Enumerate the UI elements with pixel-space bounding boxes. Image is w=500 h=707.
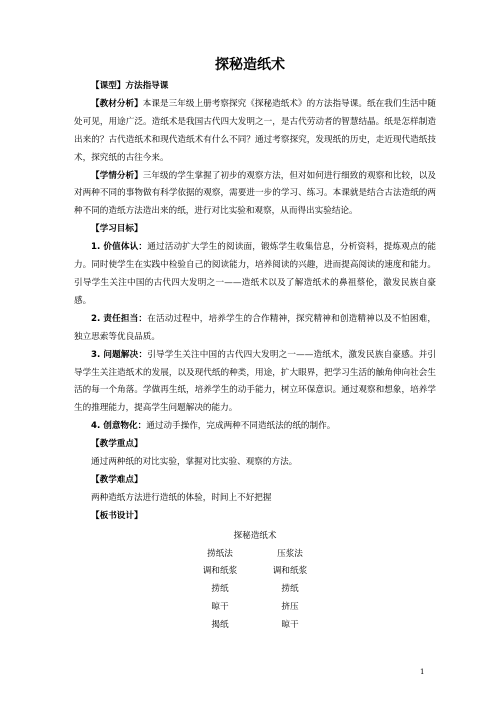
board-label: 【板书设计】	[91, 510, 143, 521]
board-cell-left: 晾干	[211, 602, 229, 613]
board-row	[74, 581, 436, 599]
goal-1	[74, 239, 436, 311]
goal-2	[74, 311, 436, 347]
board-heading	[74, 508, 436, 526]
key-heading	[74, 436, 436, 454]
lesson-type-value: 方法指导课	[125, 81, 169, 91]
board-cell-left: 调和纸浆	[202, 566, 238, 577]
board-row	[74, 563, 436, 581]
difficulty-text: 两种造纸方法进行造纸的体验，时间上不好把握	[91, 492, 272, 503]
board-row	[74, 617, 436, 635]
page-number: 1	[420, 668, 425, 676]
board-cell-right: 晾干	[281, 620, 299, 631]
goal-2-text: 在活动过程中，培养学生的合作精神，探究精神和创造精神以及不怕困难，独立思索等优良品质。	[74, 313, 436, 342]
student-text: 三年级的学生掌握了初步的观察方法，但对如何进行细致的观察和比较，以及对两种不同的事物做有科学依据的观察，需要进一步的学习、练习。本课就是结合古法造纸的两种不同的造纸方法造出来的纸，进行对比实验和观察，从而得出实验结论。	[74, 170, 436, 217]
difficulty-heading	[74, 472, 436, 490]
goal-4-text: 通过动手操作，完成两种不同造纸法的纸的制作。	[146, 421, 336, 432]
board-row	[74, 599, 436, 617]
material-analysis	[74, 96, 436, 168]
board-cell-right: 挤压	[281, 602, 299, 613]
student-analysis	[74, 168, 436, 222]
board-cell-right: 调和纸浆	[272, 566, 308, 577]
board-cell-left: 揭纸	[211, 620, 229, 631]
material-text: 本课是三年级上册考察探究《探秘造纸术》的方法指导课。纸在我们生活中随处可见，用途广泛。造纸术是我国古代四大发明之一，是古代劳动者的智慧结晶。纸是怎样制造出来的？古代造纸术和现代造纸术有什么不同？通过考察探究，发现纸的历史，走近现代造纸技术，探究纸的古往今来。	[74, 98, 436, 163]
goals-label: 【学习目标】	[91, 224, 143, 235]
page-title: 探秘造纸术	[215, 57, 285, 73]
goal-3-label: 3. 问题解决：	[91, 349, 148, 360]
goal-2-label: 2. 责任担当：	[91, 313, 148, 324]
goal-1-label: 1. 价值体认：	[91, 242, 148, 253]
goals-heading	[74, 221, 436, 239]
goal-4	[74, 418, 436, 436]
board-cell-right: 捞纸	[281, 584, 299, 595]
material-label: 【教材分析】	[91, 98, 143, 109]
board-row	[74, 546, 436, 564]
board-cell-right: 压浆法	[277, 548, 303, 559]
goal-3-text: 引导学生关注中国的古代四大发明之一——造纸术，激发民族自豪感。并引导学生关注造纸术的发展，以及现代纸的种类，用途，扩大眼界，把学习生活的触角伸向社会生活的每一个角落。学做再生纸，培养学生的动手能力，树立环保意识。通过观察和想象，培养学生的推理能力，提高学生问题解决的能力。	[74, 349, 436, 414]
lesson-type-line	[74, 78, 436, 96]
board-title: 探秘造纸术	[233, 530, 277, 541]
goal-4-label: 4. 创意物化：	[91, 421, 147, 432]
student-label: 【学情分析】	[91, 170, 143, 181]
board-design	[74, 528, 436, 635]
board-cell-left: 捞纸法	[207, 548, 233, 559]
key-text: 通过两种纸的对比实验，掌握对比实验、观察的方法。	[91, 457, 298, 468]
document-body	[74, 78, 436, 635]
key-label: 【教学重点】	[91, 439, 143, 450]
lesson-type-label: 【课型】	[91, 81, 126, 91]
goal-3	[74, 347, 436, 419]
difficulty-label: 【教学难点】	[91, 474, 143, 485]
board-cell-left: 捞纸	[211, 584, 229, 595]
goal-1-text: 通过活动扩大学生的阅读面，锻炼学生收集信息，分析资料，提炼观点的能力。同时使学生在实践中检验自己的阅读能力，培养阅读的兴趣，进而提高阅读的速度和能力。引导学生关注中国的古代四大发明之一——造纸术以及了解造纸术的鼻祖蔡伦，激发民族自豪感。	[74, 242, 436, 306]
